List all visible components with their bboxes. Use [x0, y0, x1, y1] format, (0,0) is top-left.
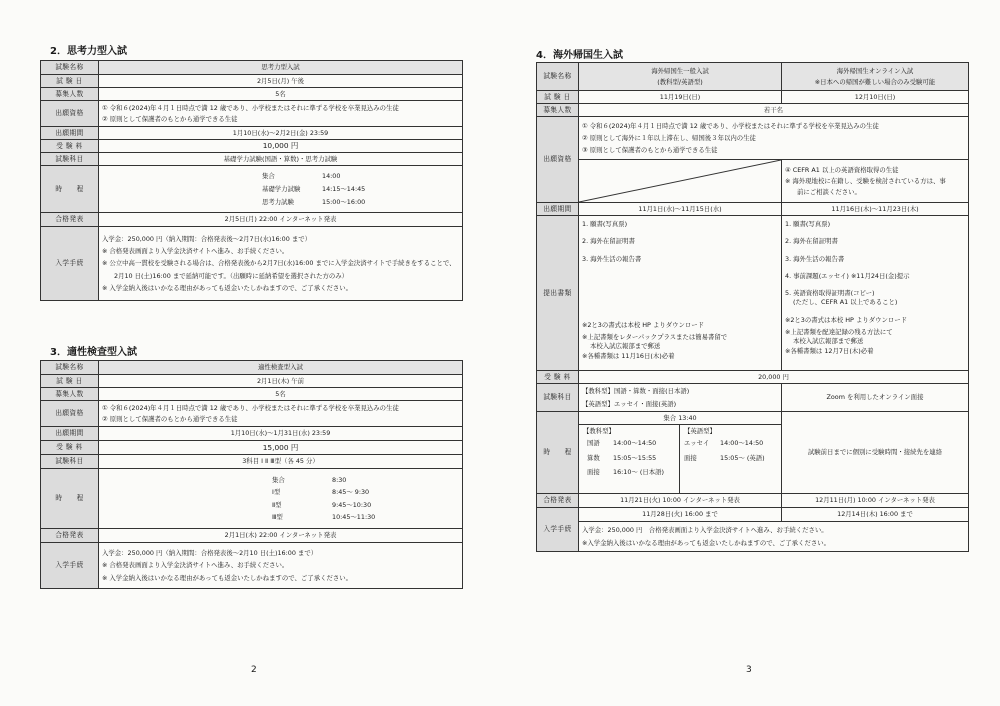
row-period: 出願期間 1月10日(水)～2月2日(金) 23:59	[41, 127, 463, 140]
section-3-table	[40, 360, 463, 589]
row-name: 試験名称 適性検査型入試	[41, 361, 463, 375]
row-period: 出願期間 1月10日(水)～1月31日(水) 23:59	[41, 427, 463, 441]
row-schedule: 時 程 集合 14:00 基礎学力試験 14:15～14:45 思考力試験 15:00～16:00	[41, 166, 463, 213]
row-period: 出願期間 11月1日(水)～11月15日(水) 11月16日(木)～11月23日(木)	[537, 203, 969, 216]
section-2-title: 2．思考力型入試	[50, 46, 127, 57]
row-results: 合格発表 2月5日(月) 22:00 インターネット発表	[41, 213, 463, 227]
page-number: 3	[746, 665, 752, 675]
section-4-table	[536, 62, 969, 552]
diagonal-line	[579, 160, 781, 202]
page-number: 2	[251, 665, 257, 675]
row-subjects: 試験科目 基礎学力試験(国語・算数)・思考力試験	[41, 153, 463, 166]
page-right	[500, 0, 1000, 706]
section-2-table	[40, 60, 463, 301]
row-documents: 提出書類 1. 願書(写真票) 2. 海外在留証明書 3. 海外生活の報告書 ※2と3の書式は本校 HP よりダウンロード ※上記書類をレターパックプラスまたは簡易書留で 本校入試広報部まで郵送 ※各種書類は 11月16日(木)必着 1. 願書(写真票) 2. 海外在留証明書 3. 海外生活の報告書 4. 事前課題(エッセイ) ※11月24日(金)提示 5. 英語資格取得証明書(コピー) (ただし、CEFR A1 以上であること) ※2と3の書式は本校 HP よりダウンロード ※上記書類を配達記録の残る方法にて 本校入試広報部まで郵送 ※各種書類は 12月7日(木)必着	[537, 216, 969, 371]
row-eligibility: 出願資格 ① 令和６(2024)年４月１日時点で満 12 歳であり、小学校またはそれに準ずる学校を卒業見込みの生徒 ② 原則として保護者のもとから通学できる生徒	[41, 101, 463, 127]
row-subjects: 試験科目 3科目 Ⅰ Ⅱ Ⅲ型（各 45 分）	[41, 455, 463, 469]
row-fee: 受 験 料 20,000 円	[537, 371, 969, 384]
row-date: 試 験 日 2月1日(木) 午前	[41, 375, 463, 388]
row-capacity: 募集人数 若干名	[537, 104, 969, 117]
row-subjects: 試験科目 【教科型】国語・算数・面接(日本語) 【英語型】エッセイ・面接(英語) Zoom を利用したオンライン面接	[537, 384, 969, 412]
diagonal-cell	[579, 160, 782, 203]
row-name: 試験名称 思考力型入試	[41, 61, 463, 75]
row-capacity: 募集人数 5名	[41, 88, 463, 101]
row-eligibility: 出願資格 ① 令和６(2024)年４月１日時点で満 12 歳であり、小学校またはそれに準ずる学校を卒業見込みの生徒 ② 原則として保護者のもとから通学できる生徒	[41, 401, 463, 427]
row-results: 合格発表 2月1日(木) 22:00 インターネット発表	[41, 529, 463, 543]
row-date: 試 験 日 11月19日(日) 12月10日(日)	[537, 91, 969, 104]
row-fee: 受 験 料 15,000 円	[41, 441, 463, 455]
section-4-title: 4．海外帰国生入試	[536, 50, 623, 61]
row-date: 試 験 日 2月5日(月) 午後	[41, 75, 463, 88]
row-schedule: 時 程 集合 13:40 【教科型】 国語 14:00～14:50 算数 15:05～15:55 面接 16:10～ (日本語) 【英語型】 エッセイ 14:00～14:50 面接 15:05～ (英語) 試験前日までに個別に受験時間・接続先を連絡	[537, 412, 969, 494]
row-eligibility-common: 出願資格 ① 令和６(2024)年４月１日時点で満 12 歳であり、小学校またはそれに準ずる学校を卒業見込みの生徒 ② 原則として海外に１年以上滞在し、帰国後３年以内の生徒 ③ 原則として保護者のもとから通学できる生徒	[537, 117, 969, 160]
row-admission: 入学手続 入学金：250,000 円（納入期間：合格発表後～2月7日(水)16:00 まで） ※ 合格発表画面より入学金決済サイトへ進み、お手続ください。 ※ 公立中高一貫校を受験される場合は、合格発表後から2月7日(水)16:00 までに入学金決済サイトで手続きをすることで、 2月10 日(土)16:00 まで延納可能です。（出願時に延納希望を選択された方のみ） ※ 入学金納入後はいかなる理由があっても返金いたしかねますので、ご了承ください。	[41, 227, 463, 301]
row-fee: 受 験 料 10,000 円	[41, 140, 463, 153]
row-admission: 入学金：250,000 円 合格発表画面より入学金決済サイトへ進み、お手続ください。 ※入学金納入後はいかなる理由があっても返金いたしかねますので、ご了承ください。	[537, 522, 969, 552]
row-eligibility-extra: ④ CEFR A1 以上の英語資格取得の生徒 ※ 海外現地校に在籍し、受験を検討されている方は、事 前にご相談ください。	[537, 160, 969, 203]
row-capacity: 募集人数 5名	[41, 388, 463, 401]
row-admission: 入学手続 入学金：250,000 円（納入期間：合格発表後～2月10 日(土)16:00 まで） ※ 合格発表画面より入学金決済サイトへ進み、お手続ください。 ※ 入学金納入後はいかなる理由があっても返金いたしかねますので、ご了承ください。	[41, 543, 463, 589]
row-schedule: 時 程 集合 8:30 Ⅰ型 8:45～ 9:30 Ⅱ型 9:45～10:30 Ⅲ型 10:45～11:30	[41, 469, 463, 529]
section-3-title: 3．適性検査型入試	[50, 347, 137, 358]
row-name: 試験名称 海外帰国生一般入試 (教科型/英語型) 海外帰国生オンライン入試 ※日本への帰国が難しい場合のみ受験可能	[537, 63, 969, 91]
row-admission-deadline: 入学手続 11月28日(火) 16:00 まで 12月14日(木) 16:00 まで	[537, 508, 969, 522]
row-results: 合格発表 11月21日(火) 10:00 インターネット発表 12月11日(月) 10:00 インターネット発表	[537, 494, 969, 508]
